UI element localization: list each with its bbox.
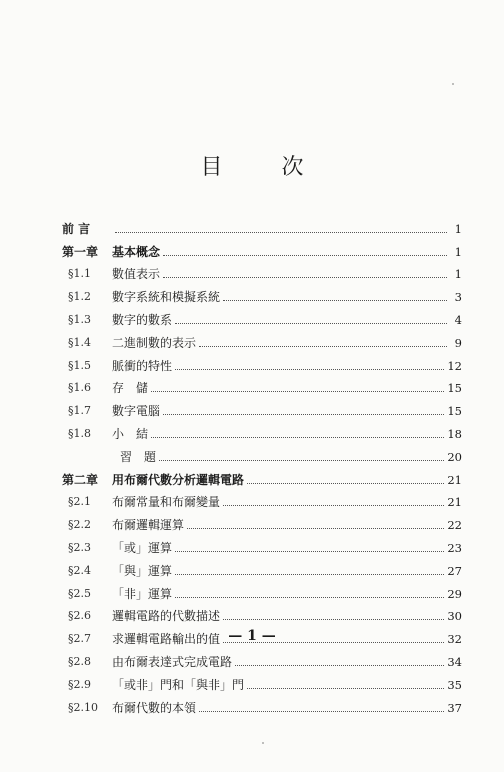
toc-section-title: 二進制數的表示 <box>112 335 197 350</box>
toc-section-title: 布爾常量和布爾變量 <box>112 495 221 510</box>
dot-leader <box>223 619 444 620</box>
toc-page-number: 15 <box>447 404 462 419</box>
dot-leader <box>247 688 444 689</box>
toc-entry <box>62 692 462 715</box>
toc-page-number: 27 <box>447 563 462 578</box>
toc-page-number: 32 <box>447 632 462 647</box>
toc-page-number: 4 <box>454 312 462 327</box>
dot-leader <box>159 460 444 461</box>
dot-leader <box>247 483 444 484</box>
toc-section-title: 數值表示 <box>112 267 161 282</box>
toc-entry <box>62 373 462 396</box>
dot-leader <box>175 597 444 598</box>
toc-section-number: §2.2 <box>68 518 91 532</box>
scan-speck <box>262 742 264 744</box>
toc-entry <box>62 601 462 624</box>
toc-section-number: §1.7 <box>68 404 91 418</box>
toc-section-number: §1.2 <box>68 290 91 304</box>
toc-entry <box>62 259 462 282</box>
toc-entry <box>62 281 462 304</box>
toc-entry <box>62 304 462 327</box>
toc-page-number: 30 <box>447 609 462 624</box>
dot-leader <box>163 277 447 278</box>
dot-leader <box>175 369 444 370</box>
toc-page-number: 15 <box>447 381 462 396</box>
toc-section-number: 第二章 <box>62 472 99 487</box>
toc-section-title: 數字的數系 <box>112 312 173 327</box>
toc-page-number: 9 <box>454 335 462 350</box>
toc-section-number: §1.5 <box>68 358 91 372</box>
toc-page-number: 23 <box>447 540 462 555</box>
dot-leader <box>163 255 447 256</box>
dot-leader <box>199 711 444 712</box>
page-title: 目 次 <box>200 155 330 180</box>
toc-entry <box>62 669 462 692</box>
toc-entry <box>62 578 462 601</box>
dot-leader <box>199 346 447 347</box>
toc-section-number: §2.7 <box>68 632 91 646</box>
toc-section-title: 「與」運算 <box>112 563 173 578</box>
dot-leader <box>223 505 444 506</box>
toc-entry <box>62 213 462 236</box>
toc-entry <box>62 555 462 578</box>
toc-entry <box>62 509 462 532</box>
dot-leader <box>223 300 447 301</box>
toc-page-number: 21 <box>447 472 462 487</box>
toc-section-number: §2.1 <box>68 495 91 509</box>
toc-section-number: 前 言 <box>62 221 91 236</box>
dot-leader <box>175 323 447 324</box>
toc-section-title: 「非」運算 <box>112 586 173 601</box>
toc-section-title: 數字電腦 <box>112 404 161 419</box>
toc-page-number: 34 <box>447 654 462 669</box>
toc-page-number: 1 <box>454 244 462 259</box>
toc-section-title: 脈衝的特性 <box>112 358 173 373</box>
toc-section-number: §2.8 <box>68 654 91 668</box>
toc-section-title: 小 結 <box>112 426 149 441</box>
toc-entry <box>62 418 462 441</box>
toc-entry <box>62 441 462 464</box>
toc-entry <box>62 532 462 555</box>
toc-section-number: §1.1 <box>68 267 91 281</box>
toc-section-number: §1.4 <box>68 335 91 349</box>
toc-section-number: §2.3 <box>68 540 91 554</box>
toc-section-title: 數字系統和模擬系統 <box>112 290 221 305</box>
toc-page-number: 21 <box>447 495 462 510</box>
toc-page-number: 3 <box>454 290 462 305</box>
toc-page-number: 20 <box>447 449 462 464</box>
toc-section-title: 「或非」門和「與非」門 <box>112 677 245 692</box>
toc-section-title: 邏輯電路的代數描述 <box>112 609 221 624</box>
dot-leader <box>151 437 444 438</box>
toc-page-number: 29 <box>447 586 462 601</box>
toc-entry <box>62 464 462 487</box>
toc-section-number: §2.10 <box>68 700 98 714</box>
toc-page-number: 35 <box>447 677 462 692</box>
dot-leader <box>175 551 444 552</box>
toc-section-number: §1.6 <box>68 381 91 395</box>
toc-section-title: 布爾邏輯運算 <box>112 518 185 533</box>
toc-section-title: 由布爾表達式完成電路 <box>112 654 233 669</box>
toc-section-number: §2.5 <box>68 586 91 600</box>
dot-leader <box>235 665 444 666</box>
dot-leader <box>163 414 444 415</box>
dot-leader <box>115 232 447 233</box>
toc-entry <box>62 487 462 510</box>
toc-entry <box>62 646 462 669</box>
toc-page-number: 1 <box>454 267 462 282</box>
toc-section-title: 求邏輯電路輸出的值 <box>112 632 221 647</box>
toc-section-number: 第一章 <box>62 244 99 259</box>
dot-leader <box>187 528 444 529</box>
toc-section-number: §2.4 <box>68 563 91 577</box>
toc-page-number: 37 <box>447 700 462 715</box>
toc-section-title: 用布爾代數分析邏輯電路 <box>112 472 245 487</box>
dot-leader <box>151 391 444 392</box>
toc-entry <box>62 327 462 350</box>
dot-leader <box>175 574 444 575</box>
toc-section-title: 布爾代數的本領 <box>112 700 197 715</box>
page-number: — 1 — <box>228 628 276 644</box>
toc-page-number: 1 <box>454 221 462 236</box>
toc-entry <box>62 350 462 373</box>
toc-page-number: 12 <box>447 358 462 373</box>
toc-section-number: §2.9 <box>68 677 91 691</box>
toc-page-number: 18 <box>447 426 462 441</box>
toc-section-number: §1.8 <box>68 426 91 440</box>
toc-section-number: §1.3 <box>68 312 91 326</box>
toc-entry <box>62 395 462 418</box>
scan-speck <box>452 83 454 85</box>
toc-page-number: 22 <box>447 518 462 533</box>
toc-section-title: 「或」運算 <box>112 540 173 555</box>
toc-entry <box>62 236 462 259</box>
toc-section-title: 存 儲 <box>112 381 149 396</box>
toc-section-title: 習 題 <box>120 449 157 464</box>
toc-section-title: 基本概念 <box>112 244 161 259</box>
toc-section-number: §2.6 <box>68 609 91 623</box>
